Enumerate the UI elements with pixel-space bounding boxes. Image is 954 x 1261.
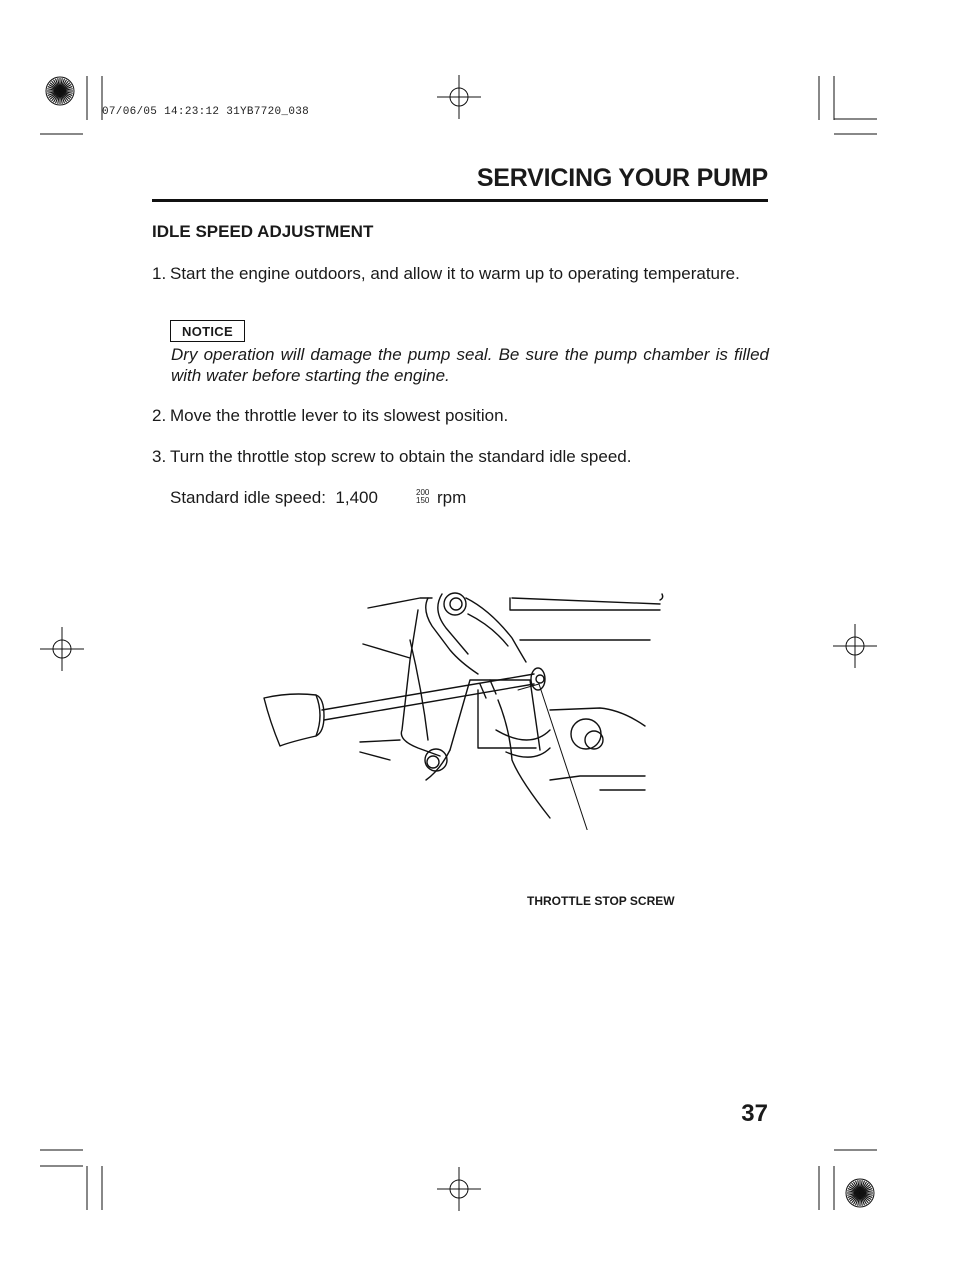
callout-throttle-stop-screw: THROTTLE STOP SCREW bbox=[527, 894, 675, 908]
spec-label-and-value bbox=[170, 487, 378, 508]
title-underline bbox=[152, 199, 768, 202]
spec-unit: rpm bbox=[437, 488, 467, 507]
spec-label: Standard idle speed: bbox=[170, 488, 326, 507]
step-3 bbox=[152, 446, 768, 467]
section-title: SERVICING YOUR PUMP bbox=[476, 164, 768, 192]
tolerance-minus: 150 bbox=[416, 496, 430, 505]
step-text: Turn the throttle stop screw to obtain the standard idle speed. bbox=[170, 447, 632, 466]
step-text: Move the throttle lever to its slowest position. bbox=[170, 406, 509, 425]
step-2 bbox=[152, 405, 768, 426]
registration-starburst-top-left bbox=[46, 77, 74, 105]
step-text: Start the engine outdoors, and allow it to warm up to operating temperature. bbox=[170, 264, 740, 283]
print-timestamp: 07/06/05 14:23:12 31YB7720_038 bbox=[102, 106, 310, 118]
spec-value: 1,400 bbox=[335, 488, 378, 507]
step-number: 2. bbox=[152, 406, 167, 425]
step-number: 3. bbox=[152, 447, 167, 466]
step-1 bbox=[152, 263, 768, 284]
subheading: IDLE SPEED ADJUSTMENT bbox=[152, 222, 374, 241]
registration-starburst-bottom-right bbox=[846, 1179, 874, 1207]
step-number: 1. bbox=[152, 264, 167, 283]
notice-label: NOTICE bbox=[170, 320, 245, 342]
throttle-stop-screw-illustration bbox=[250, 580, 670, 830]
tolerance-plus: 200 bbox=[416, 488, 430, 497]
notice-text: Dry operation will damage the pump seal. Be sure the pump chamber is filled with water before starting the engine. bbox=[171, 345, 769, 385]
spec-tolerance bbox=[416, 489, 429, 505]
page-number: 37 bbox=[741, 1100, 768, 1127]
